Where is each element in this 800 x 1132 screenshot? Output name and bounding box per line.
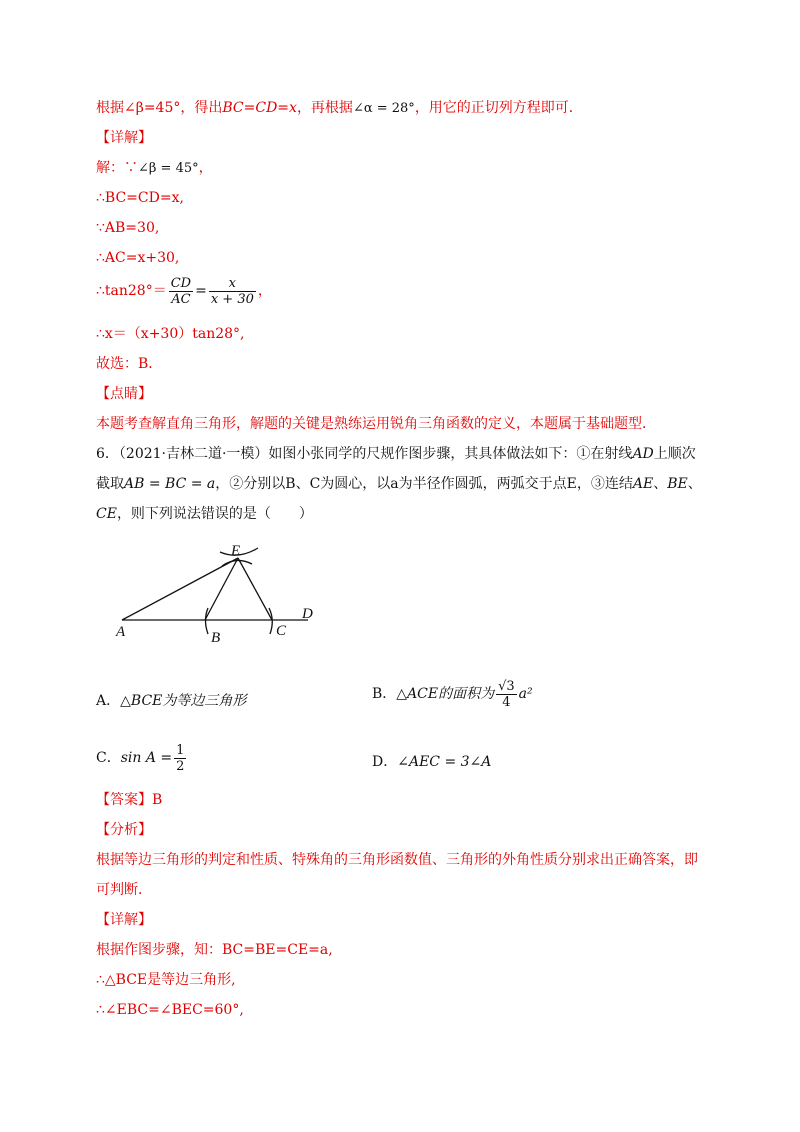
- math-inline: AB = BC = a: [124, 476, 216, 492]
- solution-line-4: ∴AC=x+30,: [96, 250, 180, 266]
- question-text: 截取: [96, 476, 124, 492]
- answer-value: B: [152, 792, 163, 808]
- option-c-label: C．: [96, 750, 121, 766]
- solution-line-7: 故选：B．: [96, 356, 163, 372]
- analysis-equation: BC=CD=x: [222, 100, 297, 116]
- option-c-text: sin A =: [120, 750, 173, 766]
- analysis-line: [96, 98, 583, 119]
- analysis-text: ，用它的正切列方程即可．: [414, 100, 583, 116]
- answer-line: [96, 790, 162, 810]
- detail-line-3: ∴∠EBC=∠BEC=60°,: [96, 1002, 244, 1018]
- detail-line-1: 根据作图步骤，知：BC=BE=CE=a,: [96, 942, 333, 958]
- option-c[interactable]: [96, 740, 188, 776]
- option-a-text: △BCE为等边三角形: [120, 693, 247, 709]
- option-c-fraction: [174, 743, 186, 774]
- option-b-label: B．: [372, 686, 397, 702]
- option-d-label: D．: [372, 754, 398, 770]
- equals-sign: =: [195, 283, 207, 299]
- solution-line-2: ∴BC=CD=x,: [96, 190, 184, 206]
- segment-ae: [122, 558, 238, 620]
- answer-label: 【答案】: [96, 792, 152, 808]
- analysis-text-2: 可判断．: [96, 882, 152, 898]
- label-a: A: [116, 624, 126, 640]
- solution-text: ，: [257, 283, 272, 299]
- fraction-numerator: √3: [498, 678, 515, 694]
- angle-beta-formula: ∠β = 45°: [138, 161, 199, 176]
- question-6-line-1: [96, 444, 696, 464]
- solution-text: ，: [198, 160, 213, 176]
- detail-label-2: 【详解】: [96, 912, 152, 928]
- option-b-fraction: [496, 679, 517, 710]
- analysis-text-1: 根据等边三角形的判定和性质、特殊角的三角形函数值、三角形的外角性质分别求出正确答案，即: [96, 852, 698, 868]
- option-a-label: A．: [96, 693, 121, 709]
- question-6-line-2: [96, 474, 702, 494]
- fraction-denominator: 2: [176, 758, 185, 774]
- option-d[interactable]: [372, 752, 491, 772]
- arc-e-2: [222, 560, 252, 566]
- fraction-denominator: x + 30: [210, 291, 254, 307]
- math-inline: BE: [667, 476, 688, 492]
- label-e: E: [231, 543, 241, 559]
- math-inline: AE: [632, 476, 654, 492]
- question-text: 上顺次: [653, 446, 696, 462]
- solution-line-3: ∵AB=30,: [96, 220, 160, 236]
- label-d: D: [302, 606, 313, 622]
- question-text: 、: [653, 476, 668, 492]
- solution-text: ∴tan28°＝: [96, 283, 167, 299]
- math-inline: CE: [96, 506, 117, 522]
- analysis-text: 根据∠β=45°，得出: [96, 100, 223, 116]
- analysis-label: 【分析】: [96, 822, 152, 838]
- question-6-line-3: [96, 504, 313, 524]
- construction-figure: [110, 538, 340, 648]
- question-text: ，②分别以B、C为圆心，以a为半径作圆弧，两弧交于点E，③连结: [215, 476, 633, 492]
- tip-text: 本题考查解直角三角形，解题的关键是熟练运用锐角三角函数的定义，本题属于基础题型．: [96, 416, 656, 432]
- fraction-numerator: 1: [176, 742, 185, 758]
- solution-line-5: [96, 274, 272, 308]
- fraction-cd-ac: [169, 276, 193, 307]
- angle-alpha-formula: ∠α = 28°: [352, 101, 415, 116]
- solution-text: 解：∵: [96, 160, 138, 176]
- analysis-text: ，再根据: [296, 100, 353, 116]
- option-d-text: ∠AEC = 3∠A: [397, 754, 492, 770]
- option-b-text: △ACE的面积为: [396, 686, 495, 702]
- question-text: 、: [687, 476, 702, 492]
- arc-at-b: [206, 608, 209, 634]
- solution-line-1: [96, 158, 213, 179]
- math-inline: AD: [632, 446, 654, 462]
- fraction-numerator: CD: [170, 275, 192, 291]
- fraction-denominator: AC: [171, 291, 191, 307]
- option-b-tail: a²: [518, 686, 533, 702]
- segment-ce: [238, 558, 272, 620]
- fraction-x: [209, 276, 256, 307]
- tip-label: 【点睛】: [96, 386, 152, 402]
- label-b: B: [211, 630, 221, 646]
- fraction-denominator: 4: [502, 694, 511, 710]
- option-a[interactable]: [96, 691, 246, 711]
- option-b[interactable]: [372, 676, 533, 712]
- solution-line-6: ∴x＝（x+30）tan28°,: [96, 326, 245, 342]
- arc-at-c: [269, 608, 272, 634]
- detail-line-2: ∴△BCE是等边三角形,: [96, 972, 236, 988]
- label-c: C: [276, 623, 287, 639]
- detail-label-1: 【详解】: [96, 130, 152, 146]
- question-text: ，则下列说法错误的是（ ）: [116, 506, 313, 522]
- fraction-numerator: x: [209, 276, 256, 292]
- question-text: 6．（2021·吉林二道·一模）如图小张同学的尺规作图步骤，其具体做法如下：①在射线: [96, 446, 633, 462]
